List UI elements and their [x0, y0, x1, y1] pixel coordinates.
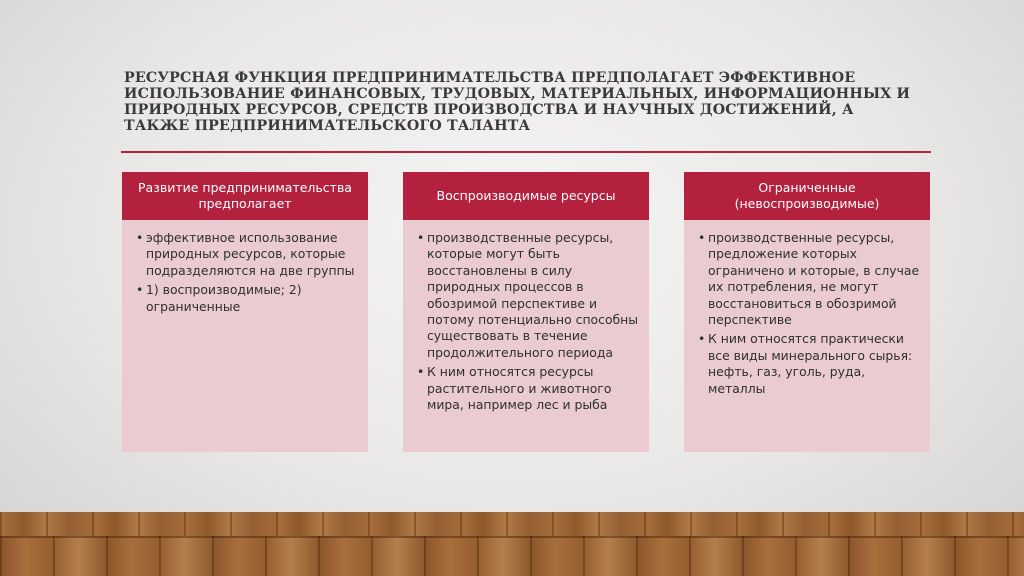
card-entrepreneurship	[122, 172, 368, 452]
card-heading: Воспроизводимые ресурсы	[403, 172, 649, 220]
list-item: • производственные ресурсы, которые могут быть восстановлены в силу природных процессов в обозримой перспективе и потому потенциально способны существовать в течение продолжительного периода	[417, 230, 639, 360]
bullet: •	[136, 282, 144, 298]
bullet: •	[417, 364, 425, 380]
card-renewable	[403, 172, 649, 452]
card-heading: Ограниченные (невоспроизводимые)	[684, 172, 930, 220]
slide-title: РЕСУРСНАЯ ФУНКЦИЯ ПРЕДПРИНИМАТЕЛЬСТВА ПРЕДПОЛАГАЕТ ЭФФЕКТИВНОЕ ИСПОЛЬЗОВАНИЕ ФИНАНСОВЫХ, ТРУДОВЫХ, МАТЕРИАЛЬНЫХ, ИНФОРМАЦИОННЫХ И ПРИРОДНЫХ РЕСУРСОВ, СРЕДСТВ ПРОИЗВОДСТВА И НАУЧНЫХ ДОСТИЖЕНИЙ, А ТАКЖЕ ПРЕДПРИНИМАТЕЛЬСКОГО ТАЛАНТА	[124, 70, 911, 134]
bullet: •	[136, 230, 144, 245]
title-divider	[121, 151, 931, 153]
card-limited	[684, 172, 930, 452]
card-heading: Развитие предпринимательства предполагает	[122, 172, 368, 220]
list-item: • К ним относятся ресурсы растительного и животного мира, например лес и рыба	[417, 364, 612, 413]
wood-floor-row	[0, 536, 1024, 576]
bullet: •	[698, 230, 706, 245]
card-list	[122, 220, 368, 315]
list-item: • К ним относятся практически все виды минерального сырья: нефть, газ, уголь, руда, металлы	[698, 331, 913, 396]
card-list	[403, 220, 649, 413]
bullet: •	[698, 331, 706, 347]
list-item: • 1) воспроизводимые; 2) ограниченные	[136, 282, 302, 314]
wood-floor-decoration	[0, 512, 1024, 574]
list-item: • производственные ресурсы, предложение которых ограничено и которые, в случае их потребления, не могут восстановиться в обозримой перспективе	[698, 230, 920, 328]
list-item: • эффективное использование природных ресурсов, которые подразделяются на две группы	[136, 230, 355, 278]
bullet: •	[417, 230, 425, 245]
card-list	[684, 220, 930, 397]
